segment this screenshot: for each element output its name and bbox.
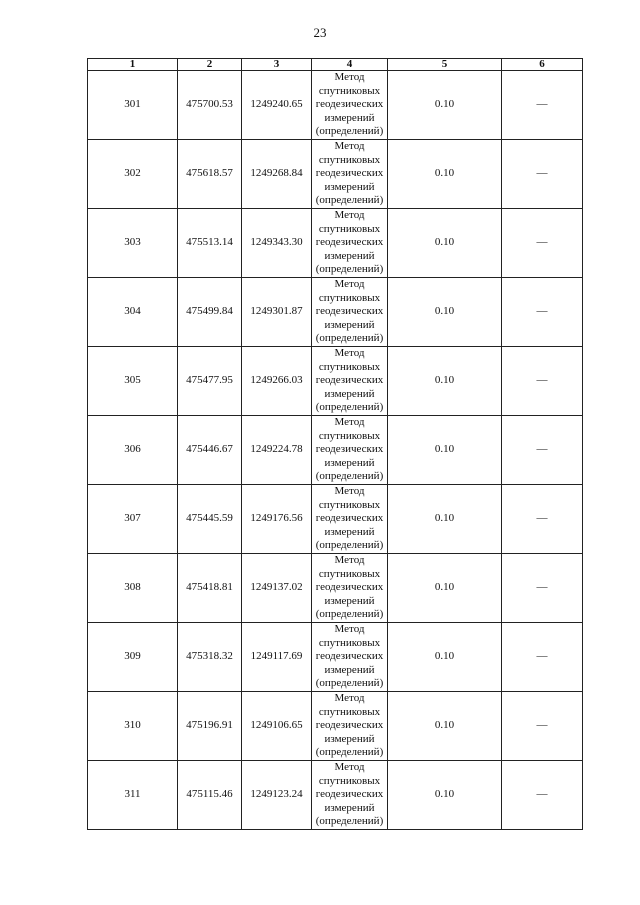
column-header-5: 5 [388,59,502,71]
table-row [88,554,583,623]
point-number-cell: 309 [88,623,178,692]
note-cell: — [502,209,583,278]
table-row [88,485,583,554]
x-coordinate-cell: 475618.57 [178,140,242,209]
accuracy-cell: 0.10 [388,623,502,692]
method-text: Метод спутниковых геодезических измерений (определений) [315,623,384,690]
y-coordinate-cell: 1249266.03 [242,347,312,416]
table-header-row [88,59,583,71]
table-row [88,71,583,140]
x-coordinate-cell: 475196.91 [178,692,242,761]
table-row [88,278,583,347]
y-coordinate-cell: 1249106.65 [242,692,312,761]
table-row [88,140,583,209]
y-coordinate-cell: 1249301.87 [242,278,312,347]
column-header-1: 1 [88,59,178,71]
method-text: Метод спутниковых геодезических измерений (определений) [315,71,384,138]
x-coordinate-cell: 475418.81 [178,554,242,623]
y-coordinate-cell: 1249123.24 [242,761,312,830]
column-header-2: 2 [178,59,242,71]
point-number-cell: 302 [88,140,178,209]
table-row [88,761,583,830]
note-cell: — [502,347,583,416]
method-text: Метод спутниковых геодезических измерений (определений) [315,554,384,621]
method-cell [312,416,388,485]
method-text: Метод спутниковых геодезических измерений (определений) [315,278,384,345]
method-text: Метод спутниковых геодезических измерений (определений) [315,761,384,828]
table-row [88,416,583,485]
y-coordinate-cell: 1249343.30 [242,209,312,278]
x-coordinate-cell: 475499.84 [178,278,242,347]
accuracy-cell: 0.10 [388,209,502,278]
note-cell: — [502,485,583,554]
method-text: Метод спутниковых геодезических измерений (определений) [315,692,384,759]
y-coordinate-cell: 1249117.69 [242,623,312,692]
accuracy-cell: 0.10 [388,278,502,347]
method-cell [312,71,388,140]
method-text: Метод спутниковых геодезических измерений (определений) [315,209,384,276]
table-row [88,209,583,278]
table-row [88,623,583,692]
column-header-6: 6 [502,59,583,71]
x-coordinate-cell: 475477.95 [178,347,242,416]
point-number-cell: 303 [88,209,178,278]
x-coordinate-cell: 475445.59 [178,485,242,554]
y-coordinate-cell: 1249137.02 [242,554,312,623]
note-cell: — [502,761,583,830]
page-number: 23 [313,25,327,40]
point-number-cell: 305 [88,347,178,416]
method-text: Метод спутниковых геодезических измерений (определений) [315,140,384,207]
y-coordinate-cell: 1249240.65 [242,71,312,140]
method-cell [312,485,388,554]
x-coordinate-cell: 475700.53 [178,71,242,140]
method-text: Метод спутниковых геодезических измерений (определений) [315,347,384,414]
note-cell: — [502,140,583,209]
accuracy-cell: 0.10 [388,761,502,830]
x-coordinate-cell: 475318.32 [178,623,242,692]
column-header-3: 3 [242,59,312,71]
method-text: Метод спутниковых геодезических измерений (определений) [315,416,384,483]
x-coordinate-cell: 475115.46 [178,761,242,830]
accuracy-cell: 0.10 [388,416,502,485]
point-number-cell: 304 [88,278,178,347]
method-cell [312,347,388,416]
table-row [88,347,583,416]
method-cell [312,554,388,623]
point-number-cell: 311 [88,761,178,830]
y-coordinate-cell: 1249176.56 [242,485,312,554]
x-coordinate-cell: 475446.67 [178,416,242,485]
y-coordinate-cell: 1249268.84 [242,140,312,209]
method-cell [312,209,388,278]
y-coordinate-cell: 1249224.78 [242,416,312,485]
note-cell: — [502,554,583,623]
accuracy-cell: 0.10 [388,140,502,209]
accuracy-cell: 0.10 [388,347,502,416]
point-number-cell: 310 [88,692,178,761]
accuracy-cell: 0.10 [388,71,502,140]
x-coordinate-cell: 475513.14 [178,209,242,278]
accuracy-cell: 0.10 [388,692,502,761]
point-number-cell: 306 [88,416,178,485]
note-cell: — [502,416,583,485]
column-header-4: 4 [312,59,388,71]
accuracy-cell: 0.10 [388,485,502,554]
note-cell: — [502,692,583,761]
method-cell [312,692,388,761]
method-cell [312,623,388,692]
point-number-cell: 301 [88,71,178,140]
point-number-cell: 307 [88,485,178,554]
coordinates-table [87,58,583,830]
note-cell: — [502,623,583,692]
table-row [88,692,583,761]
method-cell [312,278,388,347]
method-text: Метод спутниковых геодезических измерений (определений) [315,485,384,552]
accuracy-cell: 0.10 [388,554,502,623]
method-cell [312,761,388,830]
method-cell [312,140,388,209]
note-cell: — [502,71,583,140]
point-number-cell: 308 [88,554,178,623]
note-cell: — [502,278,583,347]
